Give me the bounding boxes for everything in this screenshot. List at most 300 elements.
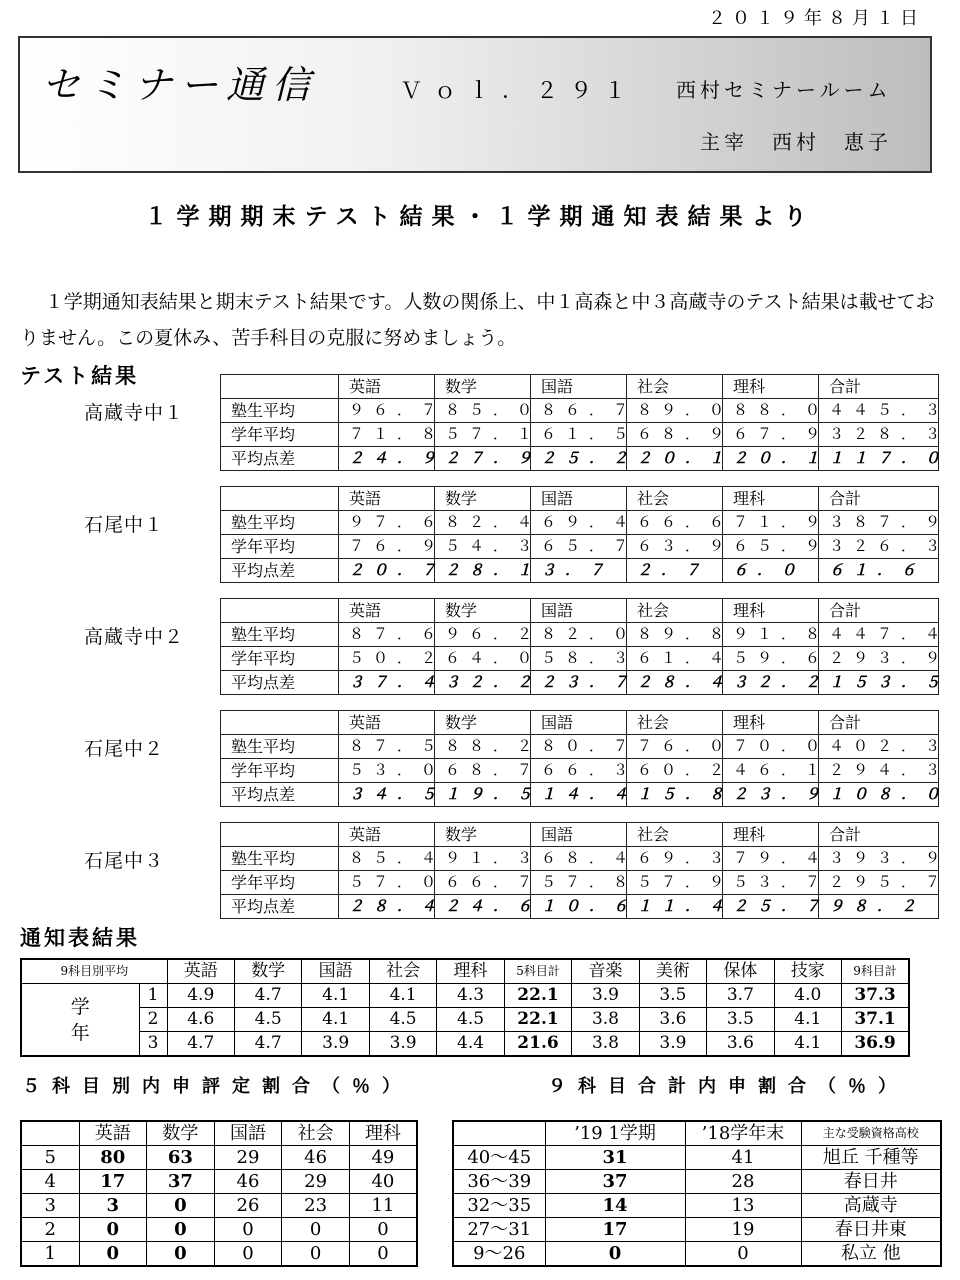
table-cell: 22.1 (504, 1008, 571, 1032)
test-result-table (220, 822, 950, 919)
table-cell: ６８．４ (531, 847, 627, 871)
table-cell: ５８．３ (531, 647, 627, 671)
table-cell: ９８．２ (819, 895, 939, 919)
table-row (21, 984, 909, 1008)
table-cell: ９１．３ (435, 847, 531, 871)
table-row (221, 759, 939, 783)
table-cell: 4.0 (774, 984, 841, 1008)
table-row (453, 1170, 941, 1194)
column-header: 英語 (79, 1121, 147, 1146)
test-result-table (220, 710, 950, 807)
column-header: ’18学年末 (685, 1121, 801, 1146)
column-header: 数学 (435, 711, 531, 735)
table-cell: ６１．６ (819, 559, 939, 583)
table-cell: ２９３．９ (819, 647, 939, 671)
table-cell: ２４．６ (435, 895, 531, 919)
table-cell: ９６．７ (339, 399, 435, 423)
table-row (21, 1170, 417, 1194)
row-label: 平均点差 (221, 447, 339, 471)
table-cell: ３．７ (531, 559, 627, 583)
table-row (21, 1242, 417, 1267)
table-row (221, 895, 939, 919)
column-header: 国語 (531, 487, 627, 511)
table-cell: 37 (147, 1170, 215, 1194)
table-cell: 0 (147, 1242, 215, 1267)
table-row (453, 1242, 941, 1267)
table-cell: 春日井 (801, 1170, 941, 1194)
table-cell: ５７．８ (531, 871, 627, 895)
grade-label: 3 (139, 1032, 167, 1057)
table-cell: 4.3 (437, 984, 504, 1008)
test-header-row (221, 711, 939, 735)
table-cell: ５０．２ (339, 647, 435, 671)
column-header: 保体 (707, 959, 774, 984)
table-cell: １５３．５ (819, 671, 939, 695)
table-cell: ６９．４ (531, 511, 627, 535)
table-cell: １１７．０ (819, 447, 939, 471)
table-row (453, 1146, 941, 1170)
column-header: 数学 (147, 1121, 215, 1146)
column-header: 国語 (214, 1121, 282, 1146)
table-cell: 4.1 (774, 1008, 841, 1032)
column-header: 合計 (819, 487, 939, 511)
table-cell: ８２．４ (435, 511, 531, 535)
table-row (453, 1218, 941, 1242)
table-cell: １５．８ (627, 783, 723, 807)
table-cell: ２９４．３ (819, 759, 939, 783)
table-cell: 4.1 (302, 984, 369, 1008)
table-row (21, 1218, 417, 1242)
column-header: 理科 (723, 375, 819, 399)
range-label: 9～26 (453, 1242, 545, 1267)
table-corner (221, 487, 339, 511)
table-row (453, 1194, 941, 1218)
test-header-row (221, 823, 939, 847)
test-header-row (221, 487, 939, 511)
column-header: 社会 (627, 823, 723, 847)
table-row (221, 399, 939, 423)
table-cell: 4.5 (437, 1008, 504, 1032)
table-cell: ４６．１ (723, 759, 819, 783)
table-cell: 3.5 (707, 1008, 774, 1032)
school-name: 高蔵寺中２ (84, 626, 185, 648)
test-result-table (220, 374, 950, 471)
table-cell: ５７．１ (435, 423, 531, 447)
row-label: 学年平均 (221, 423, 339, 447)
row-label: 塾生平均 (221, 623, 339, 647)
table-row (221, 647, 939, 671)
table-cell: ２９５．７ (819, 871, 939, 895)
table-cell: 3.5 (639, 984, 706, 1008)
table-cell: 3.9 (302, 1032, 369, 1057)
table-cell: ６９．３ (627, 847, 723, 871)
table-cell: ３２．２ (723, 671, 819, 695)
table-cell: ２８．４ (339, 895, 435, 919)
row-label: 塾生平均 (221, 399, 339, 423)
table-cell: １１．４ (627, 895, 723, 919)
table-cell: ２８．１ (435, 559, 531, 583)
table-cell: ２．７ (627, 559, 723, 583)
table-cell: ６１．５ (531, 423, 627, 447)
rating-table-heading: ５科目別内申評定割合（％） (22, 1076, 412, 1097)
table-cell: ７１．９ (723, 511, 819, 535)
table-cell: ４４７．４ (819, 623, 939, 647)
table-cell: ６８．９ (627, 423, 723, 447)
table-cell: 4.7 (234, 1032, 301, 1057)
table-cell: ４４５．３ (819, 399, 939, 423)
test-result-table (220, 486, 950, 583)
table-row (221, 847, 939, 871)
column-header: 社会 (627, 487, 723, 511)
table-cell: ８８．２ (435, 735, 531, 759)
column-header: ’19 1学期 (545, 1121, 685, 1146)
table-cell: 0 (214, 1218, 282, 1242)
column-header: 理科 (723, 711, 819, 735)
column-header: 数学 (234, 959, 301, 984)
row-label: 学年平均 (221, 535, 339, 559)
table-corner (221, 599, 339, 623)
row-label: 平均点差 (221, 783, 339, 807)
column-header: 音楽 (572, 959, 639, 984)
table-cell: ８５．０ (435, 399, 531, 423)
table-cell: ６６．７ (435, 871, 531, 895)
table-corner (221, 375, 339, 399)
column-header: 数学 (435, 823, 531, 847)
table-cell: 0 (282, 1218, 350, 1242)
table-cell: 0 (147, 1194, 215, 1218)
school-name: 石尾中２ (84, 738, 165, 760)
report-card-header-row (21, 959, 909, 984)
column-header: 英語 (339, 711, 435, 735)
grade-label: 2 (139, 1008, 167, 1032)
newsletter-banner (18, 36, 932, 173)
table-cell: ５３．０ (339, 759, 435, 783)
column-header: 美術 (639, 959, 706, 984)
column-header: 合計 (819, 823, 939, 847)
column-header: 英語 (339, 375, 435, 399)
table-row (221, 423, 939, 447)
table-cell: ５７．０ (339, 871, 435, 895)
table-cell: 37.1 (842, 1008, 909, 1032)
table-cell: 3.9 (369, 1032, 436, 1057)
table-cell: ３７．４ (339, 671, 435, 695)
table-cell: 29 (282, 1170, 350, 1194)
table-row (221, 623, 939, 647)
table-cell: ３２８．３ (819, 423, 939, 447)
table-cell: 旭丘 千種等 (801, 1146, 941, 1170)
report-card-heading: 通知表結果 (20, 925, 140, 950)
report-card-table (20, 958, 910, 1057)
table-cell: ８７．６ (339, 623, 435, 647)
test-header-row (221, 375, 939, 399)
column-header: 理科 (437, 959, 504, 984)
table-row (221, 559, 939, 583)
table-cell: ５３．７ (723, 871, 819, 895)
table-cell: ６．０ (723, 559, 819, 583)
table-cell: ６３．９ (627, 535, 723, 559)
table-cell: ２０．１ (723, 447, 819, 471)
table-cell: ５４．３ (435, 535, 531, 559)
table-cell: ８９．０ (627, 399, 723, 423)
table-cell: 3.9 (572, 984, 639, 1008)
column-header: 9科目計 (842, 959, 909, 984)
table-row (21, 1194, 417, 1218)
rating-header-row (21, 1121, 417, 1146)
table-cell: 0 (349, 1242, 417, 1267)
column-header: 国語 (531, 375, 627, 399)
column-header: 理科 (723, 823, 819, 847)
column-header: 合計 (819, 711, 939, 735)
school-name: 石尾中１ (84, 514, 165, 536)
table-cell: 23 (282, 1194, 350, 1218)
table-cell: 19 (685, 1218, 801, 1242)
table-cell: 4.1 (774, 1032, 841, 1057)
table-cell: 0 (282, 1242, 350, 1267)
volume-number: Ｖｏｌ．２９１ (400, 79, 639, 104)
table-cell: ５９．６ (723, 647, 819, 671)
table-cell: ３２６．３ (819, 535, 939, 559)
table-cell: ２５．７ (723, 895, 819, 919)
table-cell: ３４．５ (339, 783, 435, 807)
table-cell: 4.5 (234, 1008, 301, 1032)
table-cell: ６７．９ (723, 423, 819, 447)
table-cell: ２３．７ (531, 671, 627, 695)
row-label: 学年平均 (221, 759, 339, 783)
table-cell: 4.5 (369, 1008, 436, 1032)
table-cell: 3.7 (707, 984, 774, 1008)
school-name: 高蔵寺中１ (84, 402, 185, 424)
organization-name: 西村セミナールーム (676, 78, 892, 102)
table-cell: １０８．０ (819, 783, 939, 807)
table-cell: 11 (349, 1194, 417, 1218)
grade-label: 1 (139, 984, 167, 1008)
table-cell: ９７．６ (339, 511, 435, 535)
table-cell: ６６．３ (531, 759, 627, 783)
table-cell: ３８７．９ (819, 511, 939, 535)
column-header: 5科目計 (504, 959, 571, 984)
column-header: 理科 (349, 1121, 417, 1146)
column-header: 主な受験資格高校 (801, 1121, 941, 1146)
table-cell: 29 (214, 1146, 282, 1170)
table-row (221, 535, 939, 559)
table-cell: 3.6 (707, 1032, 774, 1057)
table-cell: ６０．２ (627, 759, 723, 783)
table-cell: 80 (79, 1146, 147, 1170)
table-cell: 3.8 (572, 1008, 639, 1032)
table-cell: ６５．９ (723, 535, 819, 559)
table-cell: 0 (349, 1218, 417, 1242)
section-heading: １学期期末テスト結果・１学期通知表結果より (144, 203, 816, 230)
table-cell: 3.6 (639, 1008, 706, 1032)
column-header: 英語 (339, 487, 435, 511)
table-cell: 0 (79, 1218, 147, 1242)
table-corner (221, 711, 339, 735)
range-label: 32～35 (453, 1194, 545, 1218)
row-label: 平均点差 (221, 559, 339, 583)
table-cell: ７６．０ (627, 735, 723, 759)
column-header: 社会 (369, 959, 436, 984)
table-cell: 0 (147, 1218, 215, 1242)
table-row (21, 1032, 909, 1057)
column-header: 社会 (282, 1121, 350, 1146)
score-label: 3 (21, 1194, 79, 1218)
table-cell: １９．５ (435, 783, 531, 807)
column-header: 国語 (531, 711, 627, 735)
table-cell: 4.7 (234, 984, 301, 1008)
table-cell: １４．４ (531, 783, 627, 807)
row-label: 平均点差 (221, 895, 339, 919)
table-cell: 14 (545, 1194, 685, 1218)
table-cell: 春日井東 (801, 1218, 941, 1242)
table-cell: 21.6 (504, 1032, 571, 1057)
table-cell: ６１．４ (627, 647, 723, 671)
column-header: 数学 (435, 599, 531, 623)
column-header: 社会 (627, 599, 723, 623)
column-header: 国語 (302, 959, 369, 984)
table-cell: ２７．９ (435, 447, 531, 471)
table-row (21, 1146, 417, 1170)
table-row (221, 671, 939, 695)
table-cell: ３９３．９ (819, 847, 939, 871)
column-header: 数学 (435, 487, 531, 511)
table-cell: 17 (545, 1218, 685, 1242)
table-cell: ２０．７ (339, 559, 435, 583)
total-header-row (453, 1121, 941, 1146)
table-cell: ８７．５ (339, 735, 435, 759)
total-corner (453, 1121, 545, 1146)
total-table-heading: ９科目合計内申割合（％） (548, 1076, 908, 1097)
table-row (221, 735, 939, 759)
score-label: 1 (21, 1242, 79, 1267)
table-cell: 0 (214, 1242, 282, 1267)
column-header: 社会 (627, 711, 723, 735)
column-header: 合計 (819, 599, 939, 623)
table-cell: ７６．９ (339, 535, 435, 559)
table-row (221, 511, 939, 535)
report-card-corner: 9科目別平均 (21, 959, 167, 984)
table-cell: ２４．９ (339, 447, 435, 471)
table-cell: ８０．７ (531, 735, 627, 759)
column-header: 社会 (627, 375, 723, 399)
table-cell: 13 (685, 1194, 801, 1218)
table-cell: 0 (79, 1242, 147, 1267)
table-cell: 3 (79, 1194, 147, 1218)
table-cell: 46 (282, 1146, 350, 1170)
table-cell: ２３．９ (723, 783, 819, 807)
column-header: 国語 (531, 823, 627, 847)
table-cell: 高蔵寺 (801, 1194, 941, 1218)
grade-group-label: 学年 (21, 984, 139, 1057)
column-header: 技家 (774, 959, 841, 984)
table-cell: ５７．９ (627, 871, 723, 895)
range-label: 27～31 (453, 1218, 545, 1242)
table-cell: ２８．４ (627, 671, 723, 695)
table-cell: 4.1 (302, 1008, 369, 1032)
table-cell: ６４．０ (435, 647, 531, 671)
table-cell: ７９．４ (723, 847, 819, 871)
table-cell: 0 (545, 1242, 685, 1267)
table-cell: 4.9 (167, 984, 234, 1008)
issue-date: ２０１９年８月１日 (708, 8, 924, 29)
row-label: 学年平均 (221, 871, 339, 895)
table-cell: 私立 他 (801, 1242, 941, 1267)
table-cell: ８６．７ (531, 399, 627, 423)
table-cell: ２５．２ (531, 447, 627, 471)
table-row (221, 447, 939, 471)
table-row (221, 783, 939, 807)
table-cell: 31 (545, 1146, 685, 1170)
table-cell: ６８．７ (435, 759, 531, 783)
column-header: 国語 (531, 599, 627, 623)
row-label: 塾生平均 (221, 735, 339, 759)
rating-table (20, 1120, 418, 1267)
table-cell: 63 (147, 1146, 215, 1170)
table-cell: ９１．８ (723, 623, 819, 647)
column-header: 英語 (167, 959, 234, 984)
test-header-row (221, 599, 939, 623)
table-cell: 4.1 (369, 984, 436, 1008)
table-cell: 3.8 (572, 1032, 639, 1057)
table-cell: 36.9 (842, 1032, 909, 1057)
table-cell: ８９．８ (627, 623, 723, 647)
table-cell: 3.9 (639, 1032, 706, 1057)
table-cell: 26 (214, 1194, 282, 1218)
range-label: 40～45 (453, 1146, 545, 1170)
table-cell: 22.1 (504, 984, 571, 1008)
table-cell: ８５．４ (339, 847, 435, 871)
table-row (221, 871, 939, 895)
table-cell: 4.4 (437, 1032, 504, 1057)
score-label: 4 (21, 1170, 79, 1194)
table-cell: ７０．０ (723, 735, 819, 759)
intro-paragraph: １学期通知表結果と期末テスト結果です。人数の関係上、中１高森と中３高蔵寺のテスト結果は載せておりません。この夏休み、苦手科目の克服に努めましょう。 (20, 291, 935, 349)
table-cell: 41 (685, 1146, 801, 1170)
table-row (21, 1008, 909, 1032)
table-cell: ６６．６ (627, 511, 723, 535)
table-cell: ４０２．３ (819, 735, 939, 759)
row-label: 学年平均 (221, 647, 339, 671)
total-table (452, 1120, 942, 1267)
column-header: 合計 (819, 375, 939, 399)
range-label: 36～39 (453, 1170, 545, 1194)
test-result-table (220, 598, 950, 695)
table-cell: 37 (545, 1170, 685, 1194)
score-label: 5 (21, 1146, 79, 1170)
table-cell: ９６．２ (435, 623, 531, 647)
row-label: 塾生平均 (221, 511, 339, 535)
table-cell: 46 (214, 1170, 282, 1194)
table-cell: ３２．２ (435, 671, 531, 695)
table-cell: １０．６ (531, 895, 627, 919)
column-header: 理科 (723, 599, 819, 623)
column-header: 英語 (339, 823, 435, 847)
table-cell: ８８．０ (723, 399, 819, 423)
school-name: 石尾中３ (84, 850, 165, 872)
rating-corner (21, 1121, 79, 1146)
row-label: 塾生平均 (221, 847, 339, 871)
table-cell: 28 (685, 1170, 801, 1194)
row-label: 平均点差 (221, 671, 339, 695)
newsletter-title: セミナー通信 (42, 63, 319, 107)
table-cell: ６５．７ (531, 535, 627, 559)
score-label: 2 (21, 1218, 79, 1242)
table-cell: 37.3 (842, 984, 909, 1008)
column-header: 数学 (435, 375, 531, 399)
table-cell: 4.7 (167, 1032, 234, 1057)
table-cell: ２０．１ (627, 447, 723, 471)
column-header: 理科 (723, 487, 819, 511)
table-corner (221, 823, 339, 847)
